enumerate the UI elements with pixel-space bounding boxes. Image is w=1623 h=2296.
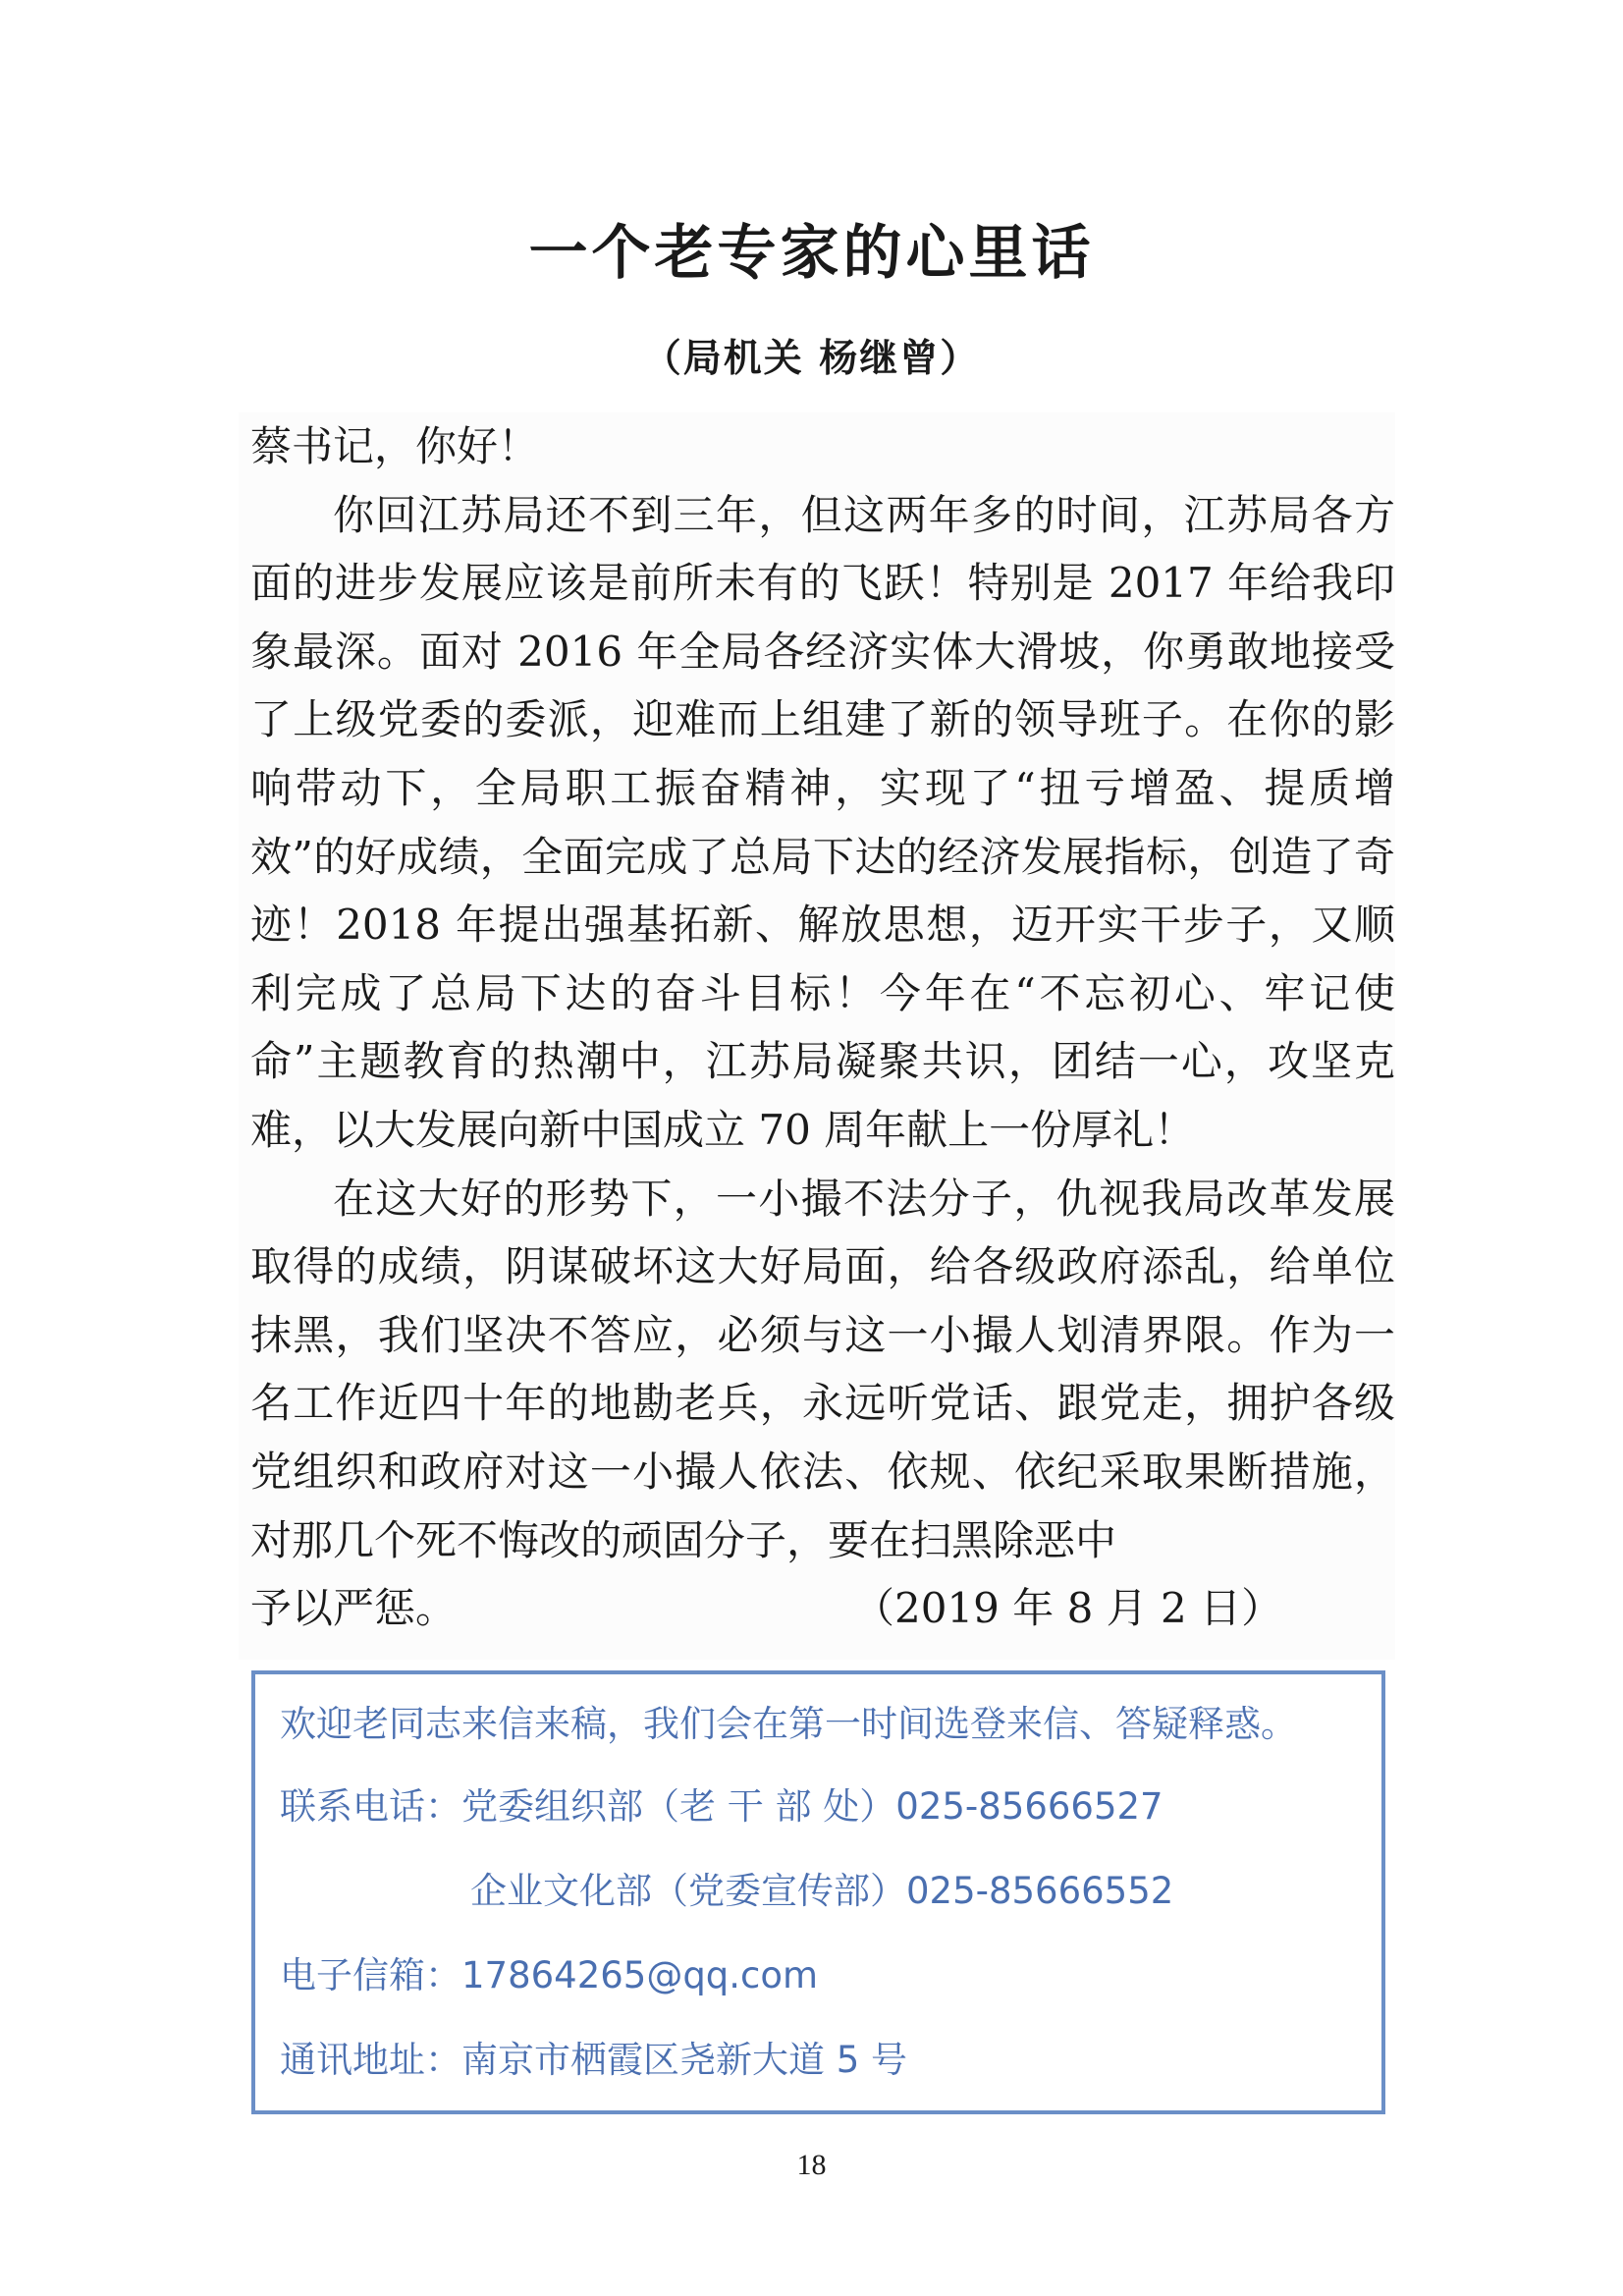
article-author: （局机关 杨继曾） bbox=[642, 337, 981, 381]
contact-email-row bbox=[280, 1951, 818, 2000]
contact-address-row bbox=[280, 2036, 907, 2085]
contact-address: 南京市栖霞区尧新大道 5 号 bbox=[461, 2039, 908, 2081]
page-number: 18 bbox=[796, 2149, 827, 2181]
contact-intro: 欢迎老同志来信来稿，我们会在第一时间选登来信、答疑释惑。 bbox=[280, 1703, 1297, 1745]
letter-salutation: 蔡书记，你好！ bbox=[250, 422, 540, 470]
letter-paragraph-2: 在这大好的形势下，一小撮不法分子，仇视我局改革发展取得的成绩，阴谋破坏这大好局面，给各级政府添乱，给单位抹黑，我们坚决不答应，必须与这一小撮人划清界限。作为一名工作近四十年的地勘老兵，永远听党话、跟党走，拥护各级党组织和政府对这一小撮人依法、依规、依纪采取果断措施，对那几个死不悔改的顽固分子，要在扫黑除恶中 bbox=[250, 1174, 1395, 1564]
contact-email-label: 电子信箱： bbox=[280, 1954, 461, 1996]
article-title: 一个老专家的心里话 bbox=[528, 219, 1095, 288]
contact-phone-1: 党委组织部（老 干 部 处）025-85666527 bbox=[461, 1785, 1163, 1828]
letter-paragraph-1: 你回江苏局还不到三年，但这两年多的时间，江苏局各方面的进步发展应该是前所未有的飞跃！特别是 2017 年给我印象最深。面对 2016 年全局各经济实体大滑坡，你勇敢地接受了上级党委的委派，迎难而上组建了新的领导班子。在你的影响带动下，全局职工振奋精神，实现了“扭亏增盈、提质增效”的好成绩，全面完成了总局下达的经济发展指标，创造了奇迹！2018 年提出强基拓新、解放思想，迈开实干步子，又顺利完成了总局下达的奋斗目标！今年在“不忘初心、牢记使命”主题教育的热潮中，江苏局凝聚共识，团结一心，攻坚克难，以大发展向新中国成立 70 周年献上一份厚礼！ bbox=[250, 490, 1395, 1154]
contact-address-label: 通讯地址： bbox=[280, 2039, 461, 2081]
contact-phone-row-1 bbox=[280, 1782, 1163, 1831]
letter-closing-line bbox=[239, 1574, 1395, 1643]
contact-info-box bbox=[251, 1670, 1385, 2114]
contact-phone-label: 联系电话： bbox=[280, 1785, 461, 1828]
contact-phone-2: 企业文化部（党委宣传部）025-85666552 bbox=[470, 1870, 1174, 1912]
contact-phone-row-2 bbox=[470, 1867, 1173, 1916]
contact-email[interactable]: 17864265@qq.com bbox=[461, 1954, 819, 1996]
letter-date: （2019 年 8 月 2 日） bbox=[853, 1584, 1283, 1633]
letter-body bbox=[239, 412, 1395, 1660]
letter-closing: 予以严惩。 bbox=[250, 1584, 458, 1633]
